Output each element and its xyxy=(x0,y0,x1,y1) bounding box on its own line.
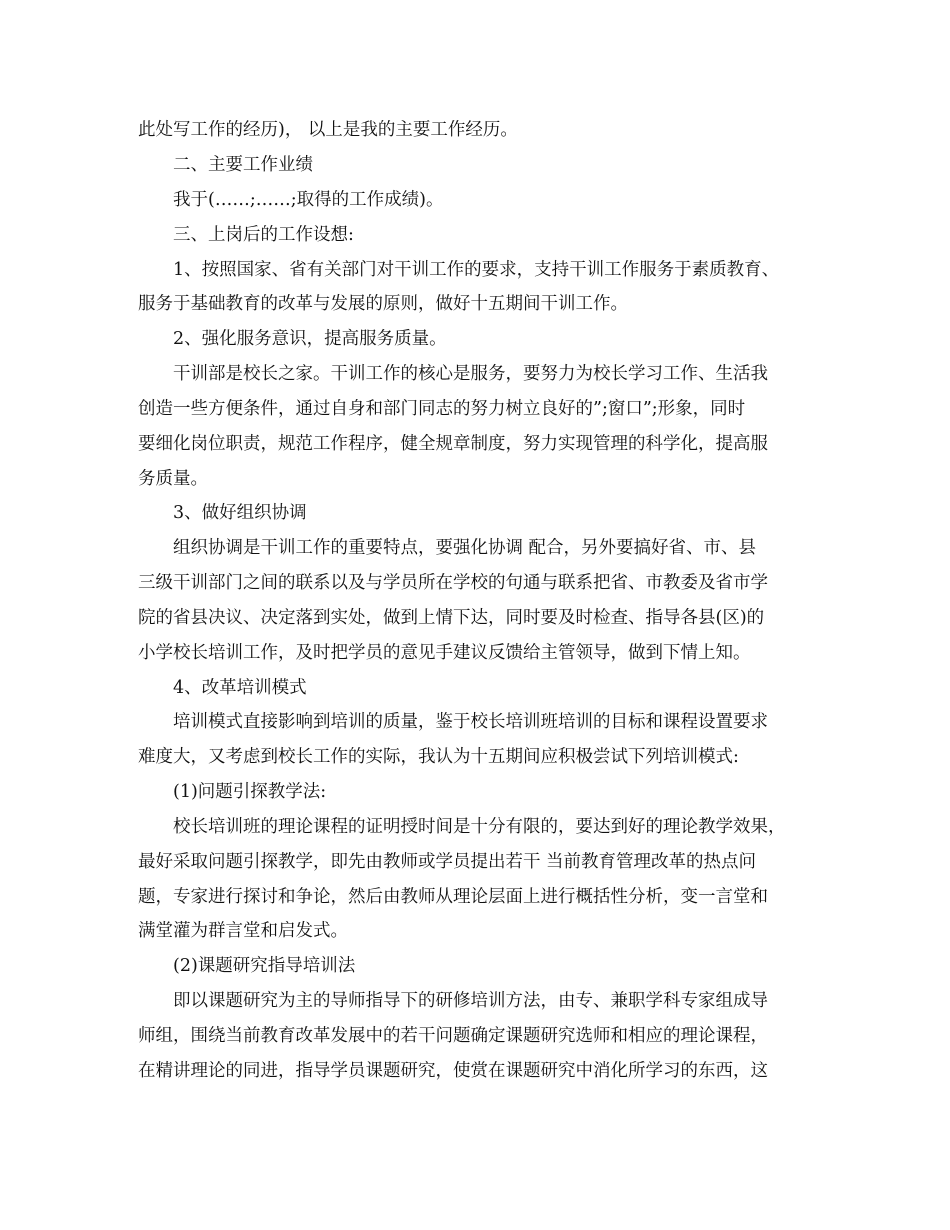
text-line: 组织协调是干训工作的重要特点，要强化协调 配合，另外要搞好省、市、县 xyxy=(173,538,757,558)
text-line: 即以课题研究为主的导师指导下的研修培训方法，由专、兼职学科专家组成导 xyxy=(173,991,768,1011)
subheading: 2、强化服务意识，提高服务质量。 xyxy=(173,329,447,349)
subheading: 4、改革培训模式 xyxy=(173,678,307,698)
text-line: 师组，围绕当前教育改革发展中的若干问题确定课题研究选师和相应的理论课程， xyxy=(138,1026,768,1046)
text-line: 干训部是校长之家。干训工作的核心是服务，要努力为校长学习工作、生活我 xyxy=(173,364,768,384)
text-line: 满堂灌为群言堂和启发式。 xyxy=(138,921,348,941)
section-heading: 三、上岗后的工作设想: xyxy=(173,225,354,245)
text-line: 题，专家进行探讨和争论，然后由教师从理论层面上进行概括性分析，变一言堂和 xyxy=(138,887,768,907)
text-line: 我于(……;……;取得的工作成绩)。 xyxy=(173,190,444,210)
text-line: 小学校长培训工作，及时把学员的意见手建议反馈给主管领导，做到下情上知。 xyxy=(138,643,751,663)
text-line: 在精讲理论的同进，指导学员课题研究，使赏在课题研究中消化所学习的东西，这 xyxy=(138,1061,768,1081)
text-line: 校长培训班的理论课程的证明授时间是十分有限的，要达到好的理论教学效果， xyxy=(173,817,786,837)
text-line: 三级干训部门之间的联系以及与学员所在学校的句通与联系把省、市教委及省市学 xyxy=(138,573,768,593)
text-line: 院的省县决议、决定落到实处，做到上情下达，同时要及时检查、指导各县(区)的 xyxy=(138,608,765,628)
text-line: 培训模式直接影响到培训的质量，鉴于校长培训班培训的目标和课程设置要求 xyxy=(173,712,768,732)
text-line: 此处写工作的经历)， 以上是我的主要工作经历。 xyxy=(138,120,518,140)
subheading: 3、做好组织协调 xyxy=(173,503,307,523)
text-line: 1、按照国家、省有关部门对干训工作的要求，支持干训工作服务于素质教育、 xyxy=(173,260,780,280)
text-line: 要细化岗位职责，规范工作程序，健全规章制度，努力实现管理的科学化，提高服 xyxy=(138,434,768,454)
text-line: 服务于基础教育的改革与发展的原则，做好十五期间干训工作。 xyxy=(138,294,628,314)
text-line: 最好采取问题引探教学，即先由教师或学员提出若干 当前教育管理改革的热点问 xyxy=(138,852,757,872)
subheading: (2)课题研究指导培训法 xyxy=(173,956,356,976)
text-line: 难度大，又考虑到校长工作的实际，我认为十五期间应积极尝试下列培训模式: xyxy=(138,747,739,767)
text-line: 创造一些方便条件，通过自身和部门同志的努力树立良好的”;窗口”;形象，同时 xyxy=(138,399,746,419)
subheading: (1)问题引探教学法: xyxy=(173,782,327,802)
section-heading: 二、主要工作业绩 xyxy=(173,155,313,175)
text-line: 务质量。 xyxy=(138,469,208,489)
